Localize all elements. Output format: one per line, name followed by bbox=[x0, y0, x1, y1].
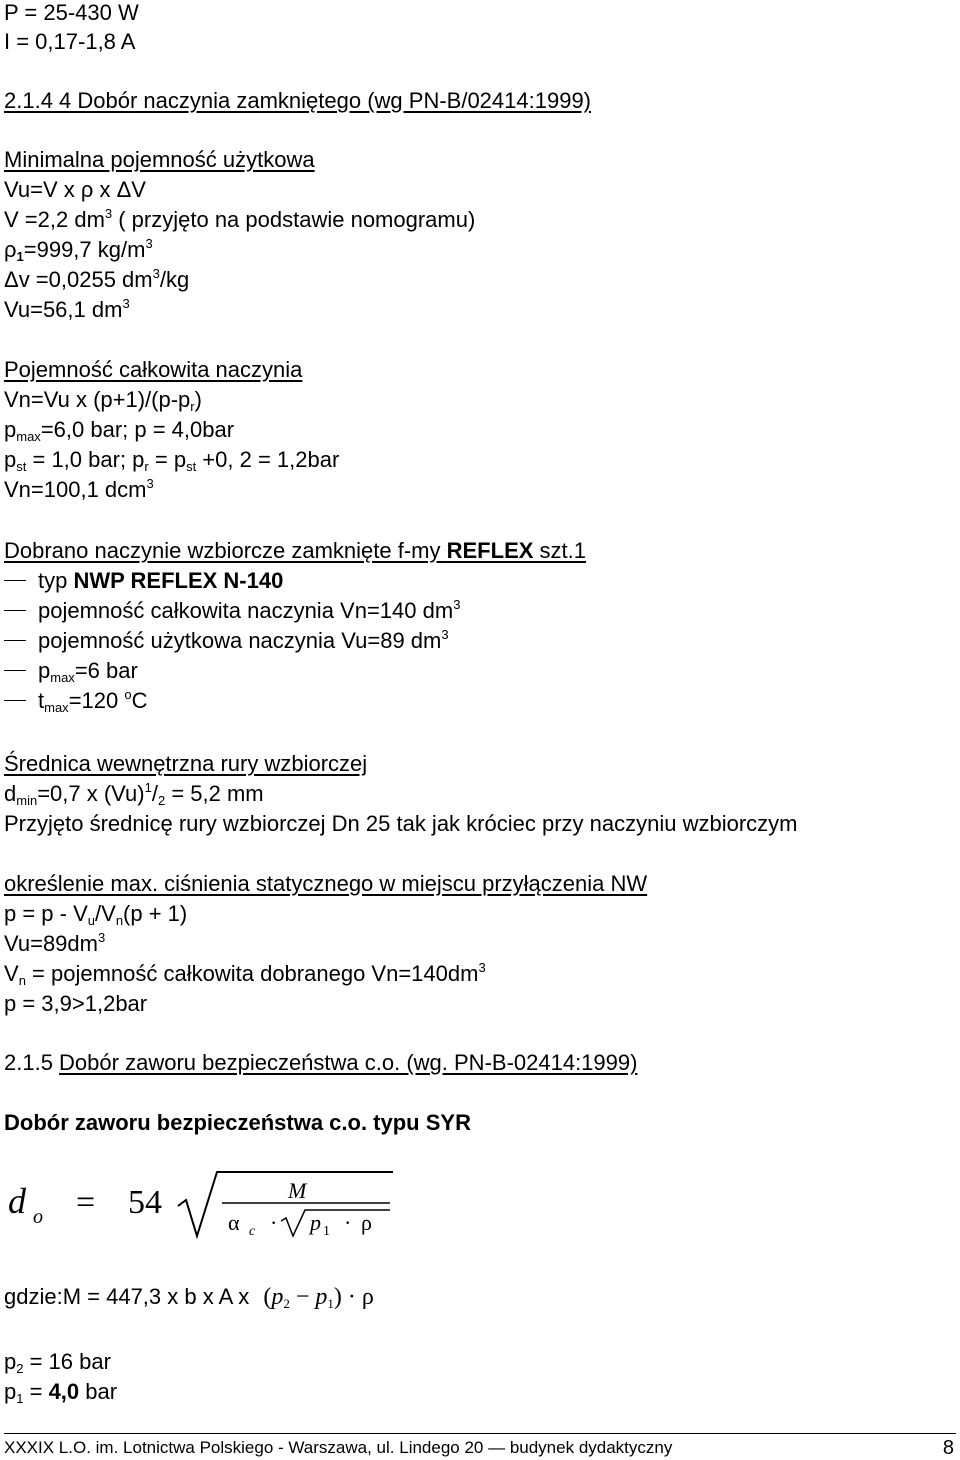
formula-d: d bbox=[8, 1181, 26, 1221]
pipe-diameter-heading: Średnica wewnętrzna rury wzbiorczej bbox=[4, 751, 368, 776]
formula-c: c bbox=[249, 1224, 256, 1239]
rho-value: $\rho_1=999,7$ $kg/m^3$ bbox=[4, 236, 153, 264]
pst-line: $p_{st} = 1,0$ bar; $p_r = p_{st} +0$, 2 = 1,2bar bbox=[4, 447, 340, 474]
valve-diameter-formula bbox=[0, 1160, 500, 1260]
pressure-result: p = 3,9>1,2bar bbox=[4, 991, 148, 1016]
formula-1: 1 bbox=[323, 1224, 330, 1239]
list-item-type: typ NWP REFLEX N-140 bbox=[4, 568, 283, 594]
page-number: 8 bbox=[942, 1437, 954, 1459]
list-item-tmax: $t_{max}=120$ $^o$C bbox=[4, 688, 147, 714]
list-item-total-capacity: pojemność całkowita naczynia Vn=140 $dm^3$ bbox=[4, 598, 460, 624]
section-2-1-4-heading: 2.1.4 4 Dobór naczynia zamkniętego (wg PN-B/02414:1999) bbox=[4, 88, 592, 113]
chosen-vessel-line: Dobrano naczynie wzbiorcze zamknięte f-my REFLEX szt.1 bbox=[4, 538, 586, 563]
dmin-line: $d_{min}=0,7$ x $(Vu)^1/_2 = 5,2$ mm bbox=[4, 780, 264, 808]
list-item-pmax: $p_{max}=6$ bar bbox=[4, 658, 138, 684]
formula-dot: · bbox=[270, 1210, 278, 1235]
safety-valve-heading: Dobór zaworu bezpieczeństwa c.o. typu SYR bbox=[4, 1110, 471, 1135]
power-range: P = 25-430 W bbox=[4, 0, 139, 25]
formula-o: o bbox=[33, 1206, 43, 1228]
p2-line: $p_2 = 16$ bar bbox=[4, 1349, 111, 1376]
vu-value: Vu=56,1 $dm^3$ bbox=[4, 296, 130, 322]
section-2-1-5-heading: 2.1.5 Dobór zaworu bezpieczeństwa c.o. (wg. PN-B-02414:1999) bbox=[4, 1050, 638, 1075]
formula-p: p bbox=[310, 1210, 321, 1235]
formula-M: M bbox=[288, 1178, 307, 1203]
page-footer bbox=[4, 1433, 956, 1458]
list-item-usable-capacity: pojemność użytkowa naczynia Vu=89 $dm^3$ bbox=[4, 628, 449, 654]
pressure-difference-term: $(p_2 - p_1) \cdot \rho$ bbox=[263, 1284, 374, 1311]
pmax-line: $p_{max}=6,0$ bar; p = 4,0bar bbox=[4, 417, 235, 444]
formula-equals: = bbox=[76, 1184, 96, 1221]
formula-rho: ρ bbox=[361, 1210, 372, 1235]
vn-formula: Vn=Vu x $(p+1)/(p-p_r)$ bbox=[4, 387, 202, 414]
total-capacity-heading: Pojemność całkowita naczynia bbox=[4, 357, 303, 382]
current-range: I = 0,17-1,8 A bbox=[4, 29, 136, 54]
formula-54: 54 bbox=[128, 1184, 162, 1221]
dash-bullet bbox=[4, 700, 26, 701]
adopted-pipe-line: Przyjęto średnicę rury wzbiorczej Dn 25 tak jak króciec przy naczyniu wzbiorczym bbox=[4, 811, 798, 836]
gdzie-line: gdzie:M = 447,3 x b x A x $(p_2 - p_1) \cdot \rho$ bbox=[4, 1284, 374, 1311]
formula-dot2: · bbox=[344, 1210, 352, 1235]
sqrt-inner-symbol bbox=[281, 1210, 390, 1236]
vu-89-line: $Vu=89dm^3$ bbox=[4, 930, 106, 956]
v-value: V =2,2 $dm^3$ ( przyjęto na podstawie nomogramu) bbox=[4, 206, 476, 232]
static-pressure-heading: określenie max. ciśnienia statycznego w miejscu przyłączenia NW bbox=[4, 871, 648, 896]
delta-v-value: Δv =0,0255 $dm^3/kg$ bbox=[4, 266, 190, 292]
vu-formula: Vu=V x ρ x ΔV bbox=[4, 177, 146, 202]
dash-bullet bbox=[4, 610, 26, 611]
dash-bullet bbox=[4, 640, 26, 641]
p1-line: $p_1 = 4,0$ bar bbox=[4, 1379, 118, 1406]
vn-definition-line: $V_n$ = pojemność całkowita dobranego $Vn=140dm^3$ bbox=[4, 960, 486, 988]
formula-alpha: α bbox=[228, 1210, 240, 1235]
dash-bullet bbox=[4, 670, 26, 671]
minimal-capacity-heading: Minimalna pojemność użytkowa bbox=[4, 147, 315, 172]
pressure-formula: $p = p - V_u/V_n(p + 1)$ bbox=[4, 901, 188, 928]
footer-text: XXXIX L.O. im. Lotnictwa Polskiego - Warszawa, ul. Lindego 20 — budynek dydaktyczny bbox=[4, 1438, 673, 1457]
dash-bullet bbox=[4, 580, 26, 581]
vn-value: Vn=100,1 dcm$^3$ bbox=[4, 476, 154, 502]
